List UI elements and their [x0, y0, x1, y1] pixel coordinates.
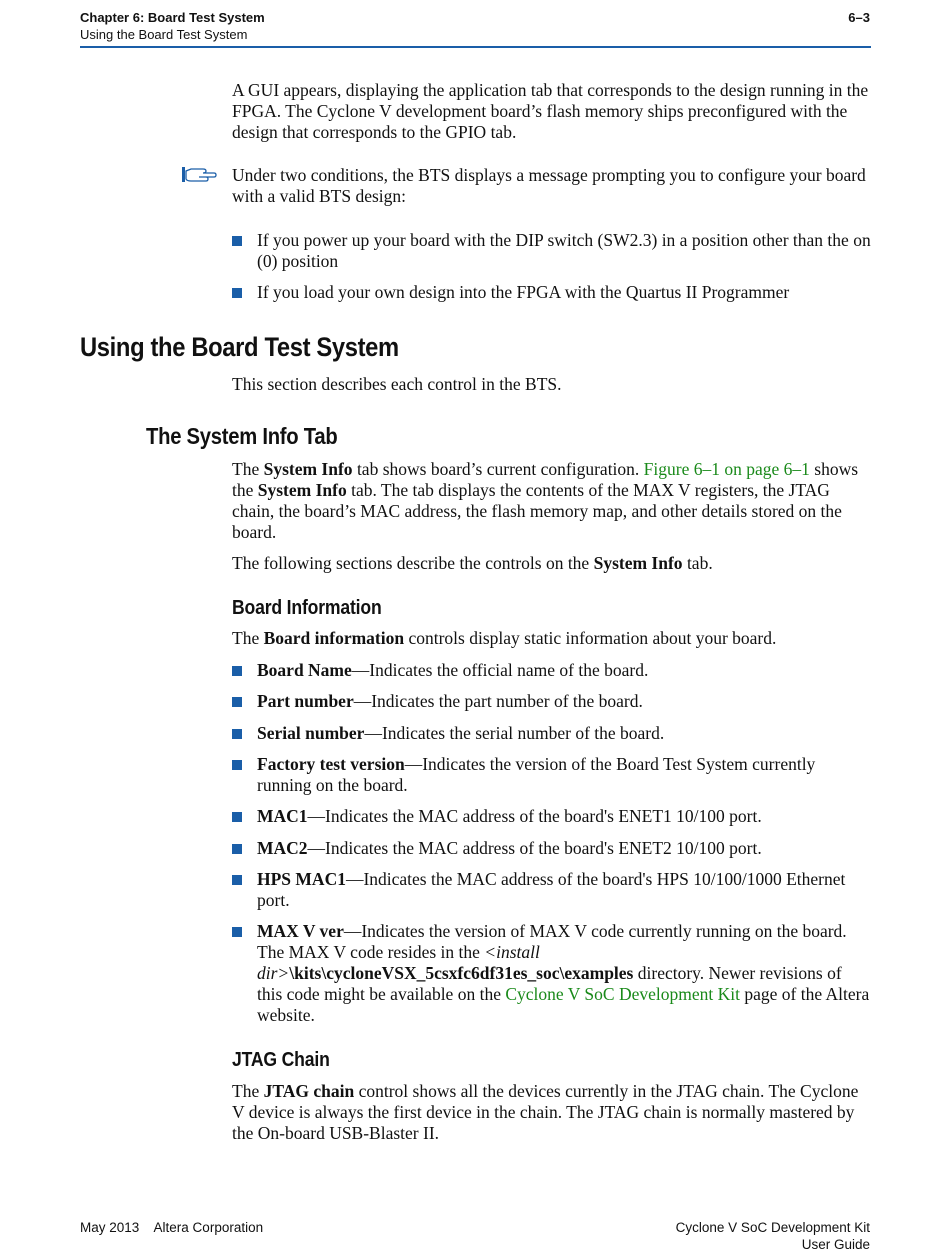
bullet-marker	[232, 812, 242, 822]
bullet-marker	[232, 697, 242, 707]
note-text: Under two conditions, the BTS displays a message prompting you to configure your board with a valid BTS design:	[232, 165, 866, 206]
section-intro: This section describes each control in the BTS.	[232, 374, 562, 394]
bullet-marker	[232, 760, 242, 770]
jtag-title: JTAG Chain	[232, 1049, 330, 1071]
note-bullet-1: If you power up your board with the DIP switch (SW2.3) in a position other than the on (0) position	[257, 230, 871, 271]
board-info-intro: The Board information controls display static information about your board.	[232, 628, 777, 648]
pointing-hand-icon	[181, 165, 217, 185]
system-info-paragraph-2: The following sections describe the controls on the System Info tab.	[232, 553, 713, 573]
system-info-title: The System Info Tab	[146, 423, 338, 449]
footer-right-title: Cyclone V SoC Development Kit	[675, 1220, 870, 1235]
board-info-item: HPS MAC1—Indicates the MAC address of the board's HPS 10/100/1000 Ethernet port.	[257, 869, 846, 910]
board-info-item: Board Name—Indicates the official name of the board.	[257, 660, 649, 680]
system-info-paragraph-1: The System Info tab shows board’s current configuration. Figure 6–1 on page 6–1 shows the System Info tab. The tab displays the contents of the MAX V registers, the JTAG chain, the board’s MAC address, the flash memory map, and other details stored on the board.	[232, 459, 859, 542]
intro-paragraph: A GUI appears, displaying the application tab that corresponds to the design running in the FPGA. The Cyclone V development board’s flash memory ships preconfigured with the design that corresponds to the GPIO tab.	[232, 80, 869, 142]
board-info-item: MAC1—Indicates the MAC address of the board's ENET1 10/100 port.	[257, 806, 762, 826]
header-page-number: 6–3	[848, 10, 870, 25]
bullet-marker	[232, 875, 242, 885]
board-info-item-maxv: MAX V ver—Indicates the version of MAX V code currently running on the board. The MAX V code resides in the <install dir>\kits\cycloneVSX_5csxfc6df31es_soc\examples directory. Newer revisions of this code might be available on the Cyclone V SoC Development Kit page of the Altera website.	[257, 921, 870, 1025]
bullet-marker	[232, 729, 242, 739]
bullet-marker	[232, 236, 242, 246]
footer-right-subtitle: User Guide	[801, 1237, 870, 1252]
section-title: Using the Board Test System	[80, 332, 399, 362]
bullet-marker	[232, 844, 242, 854]
header-section: Using the Board Test System	[80, 27, 248, 42]
bullet-marker	[232, 288, 242, 298]
jtag-paragraph: The JTAG chain control shows all the devices currently in the JTAG chain. The Cyclone V device is always the first device in the chain. The JTAG chain is normally mastered by the On-board USB-Blaster II.	[232, 1081, 859, 1143]
board-info-item: MAC2—Indicates the MAC address of the board's ENET2 10/100 port.	[257, 838, 762, 858]
cyclone-v-kit-link[interactable]: Cyclone V SoC Development Kit	[505, 984, 740, 1004]
header-chapter: Chapter 6: Board Test System	[80, 10, 265, 25]
board-info-title: Board Information	[232, 597, 382, 619]
board-info-item: Serial number—Indicates the serial number of the board.	[257, 723, 665, 743]
footer-left: May 2013 Altera Corporation	[80, 1220, 264, 1235]
board-info-item: Part number—Indicates the part number of the board.	[257, 691, 643, 711]
note-bullet-2: If you load your own design into the FPGA with the Quartus II Programmer	[257, 282, 790, 302]
figure-6-1-link[interactable]: Figure 6–1 on page 6–1	[643, 459, 810, 479]
bullet-marker	[232, 666, 242, 676]
header-rule	[80, 46, 871, 48]
board-info-item: Factory test version—Indicates the version of the Board Test System currently running on the board.	[257, 754, 816, 795]
bullet-marker	[232, 927, 242, 937]
